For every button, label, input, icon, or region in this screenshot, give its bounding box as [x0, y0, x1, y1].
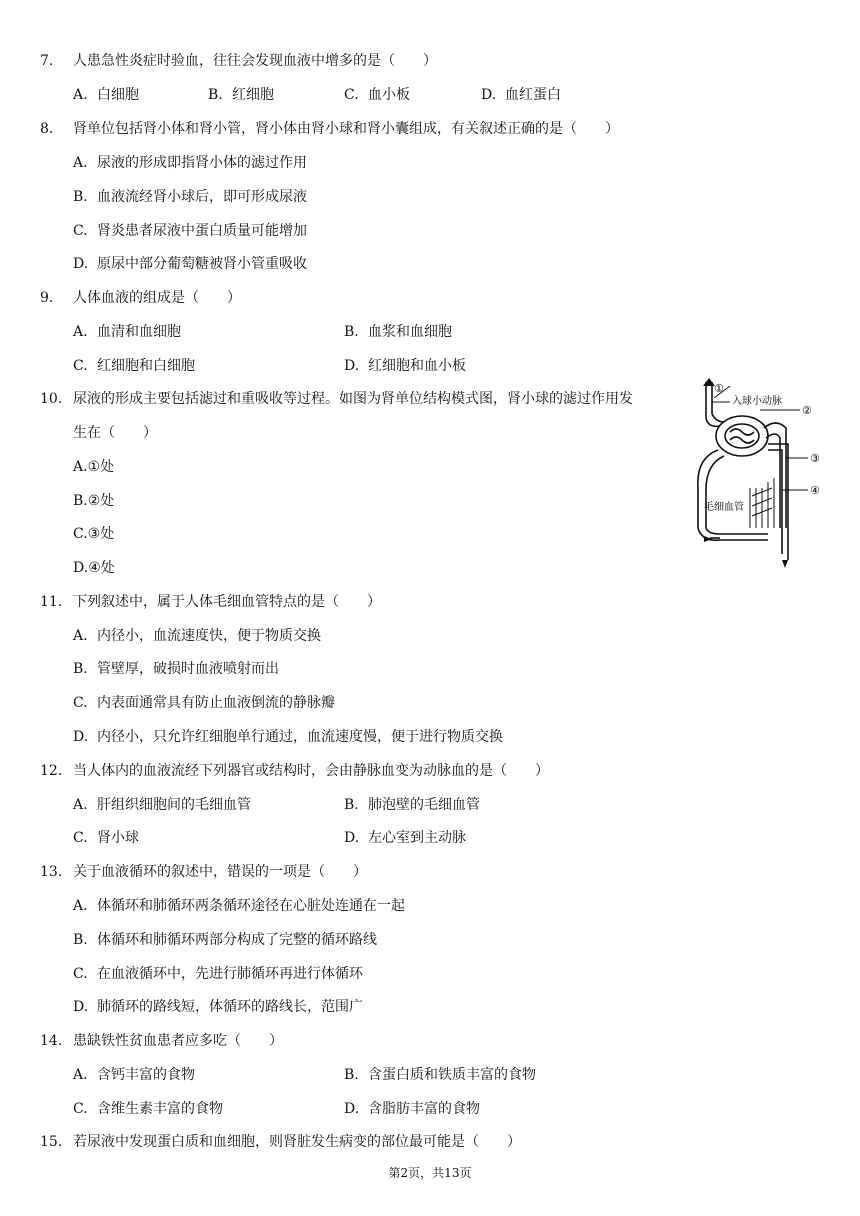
- question-13: 13. 关于血液循环的叙述中，错误的一项是（ ）: [40, 864, 367, 880]
- q7-option-a: A. 白细胞: [73, 87, 139, 103]
- question-12: 12. 当人体内的血液流经下列器官或结构时，会由静脉血变为动脉血的是（ ）: [40, 763, 549, 779]
- label-2: ②: [802, 404, 812, 417]
- q9-option-a: A. 血清和血细胞: [73, 324, 181, 340]
- label-3: ③: [810, 452, 820, 465]
- q11-option-c: C. 内表面通常具有防止血液倒流的静脉瓣: [73, 695, 335, 711]
- q12-option-b: B. 肺泡壁的毛细血管: [344, 797, 480, 813]
- capillary-label: 毛细血管: [704, 502, 744, 513]
- page-footer: 第2页，共13页: [388, 1166, 472, 1180]
- q14-option-b: B. 含蛋白质和铁质丰富的食物: [344, 1067, 536, 1083]
- q8-option-d: D. 原尿中部分葡萄糖被肾小管重吸收: [73, 256, 307, 272]
- q8-option-b: B. 血液流经肾小球后，即可形成尿液: [73, 189, 307, 205]
- q7-option-b: B. 红细胞: [208, 87, 274, 103]
- q13-option-c: C. 在血液循环中，先进行肺循环再进行体循环: [73, 966, 363, 982]
- question-11: 11. 下列叙述中，属于人体毛细血管特点的是（ ）: [40, 594, 381, 610]
- label-1: ①: [714, 382, 724, 395]
- q12-option-c: C. 肾小球: [73, 830, 139, 846]
- q12-option-a: A. 肝组织细胞间的毛细血管: [73, 797, 251, 813]
- q11-option-d: D. 内径小，只允许红细胞单行通过，血流速度慢，便于进行物质交换: [73, 729, 503, 745]
- q10-option-a: A.①处: [73, 459, 115, 475]
- q14-option-c: C. 含维生素丰富的食物: [73, 1101, 223, 1117]
- q10-option-b: B.②处: [73, 493, 115, 509]
- question-7: 7. 人患急性炎症时验血，往往会发现血液中增多的是（ ）: [40, 53, 437, 69]
- q13-option-d: D. 肺循环的路线短，体循环的路线长，范围广: [73, 999, 363, 1015]
- q8-option-c: C. 肾炎患者尿液中蛋白质量可能增加: [73, 223, 307, 239]
- q14-option-a: A. 含钙丰富的食物: [73, 1067, 195, 1083]
- nephron-diagram: [690, 378, 830, 568]
- q7-option-c: C. 血小板: [344, 87, 410, 103]
- q7-option-d: D. 血红蛋白: [481, 87, 561, 103]
- question-10-continued: 生在（ ）: [73, 425, 157, 441]
- question-14: 14. 患缺铁性贫血患者应多吃（ ）: [40, 1033, 283, 1049]
- question-9: 9. 人体血液的组成是（ ）: [40, 290, 241, 306]
- q10-option-c: C.③处: [73, 526, 115, 542]
- q12-option-d: D. 左心室到主动脉: [344, 830, 466, 846]
- q10-option-d: D.④处: [73, 560, 115, 576]
- q11-option-a: A. 内径小，血流速度快，便于物质交换: [73, 628, 321, 644]
- q9-option-c: C. 红细胞和白细胞: [73, 358, 195, 374]
- q13-option-b: B. 体循环和肺循环两部分构成了完整的循环路线: [73, 932, 377, 948]
- q9-option-d: D. 红细胞和血小板: [344, 358, 466, 374]
- question-15: 15. 若尿液中发现蛋白质和血细胞，则肾脏发生病变的部位最可能是（ ）: [40, 1134, 521, 1150]
- label-4: ④: [810, 484, 820, 497]
- question-8: 8. 肾单位包括肾小体和肾小管，肾小体由肾小球和肾小囊组成，有关叙述正确的是（ ）: [40, 121, 619, 137]
- q9-option-b: B. 血浆和血细胞: [344, 324, 452, 340]
- question-10: 10. 尿液的形成主要包括滤过和重吸收等过程。如图为肾单位结构模式图，肾小球的滤过作用发: [40, 391, 633, 407]
- afferent-label: 入球小动脉: [732, 396, 782, 407]
- q14-option-d: D. 含脂肪丰富的食物: [344, 1101, 480, 1117]
- q8-option-a: A. 尿液的形成即指肾小体的滤过作用: [73, 155, 307, 171]
- q11-option-b: B. 管壁厚，破损时血液喷射而出: [73, 661, 279, 677]
- q13-option-a: A. 体循环和肺循环两条循环途径在心脏处连通在一起: [73, 898, 405, 914]
